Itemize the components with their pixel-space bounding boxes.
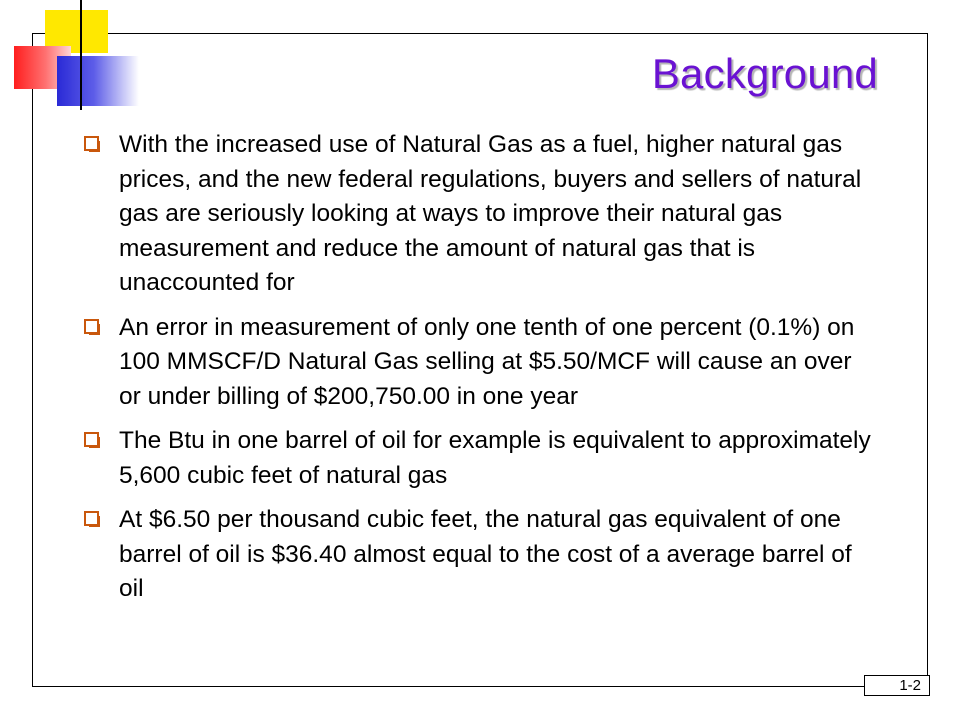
bullet-item [84, 128, 874, 301]
bullet-text: The Btu in one barrel of oil for example is equivalent to approximately 5,600 cubic feet of natural gas [119, 427, 871, 489]
checkbox-bullet-icon [84, 136, 99, 151]
bullet-item [84, 424, 874, 493]
checkbox-bullet-icon [84, 319, 99, 334]
checkbox-bullet-icon [84, 432, 99, 447]
bullet-item [84, 311, 874, 415]
decor-blue-square [57, 56, 139, 106]
bullet-list [84, 128, 874, 617]
bullet-text: With the increased use of Natural Gas as a fuel, higher natural gas prices, and the new federal regulations, buyers and sellers of natural gas are seriously looking at ways to improve their natural gas measurement and reduce the amount of natural gas that is unaccounted for [119, 131, 862, 296]
decor-vertical-line [80, 0, 82, 110]
bullet-item [84, 503, 874, 607]
slide-title: Background [651, 50, 878, 97]
checkbox-bullet-icon [84, 511, 99, 526]
page-number: 1-2 [864, 675, 930, 696]
bullet-text: At $6.50 per thousand cubic feet, the natural gas equivalent of one barrel of oil is $36.40 almost equal to the cost of a average barrel of oil [119, 506, 852, 602]
bullet-text: An error in measurement of only one tenth of one percent (0.1%) on 100 MMSCF/D Natural Gas selling at $5.50/MCF will cause an over or under billing of $200,750.00 in one year [119, 313, 855, 410]
